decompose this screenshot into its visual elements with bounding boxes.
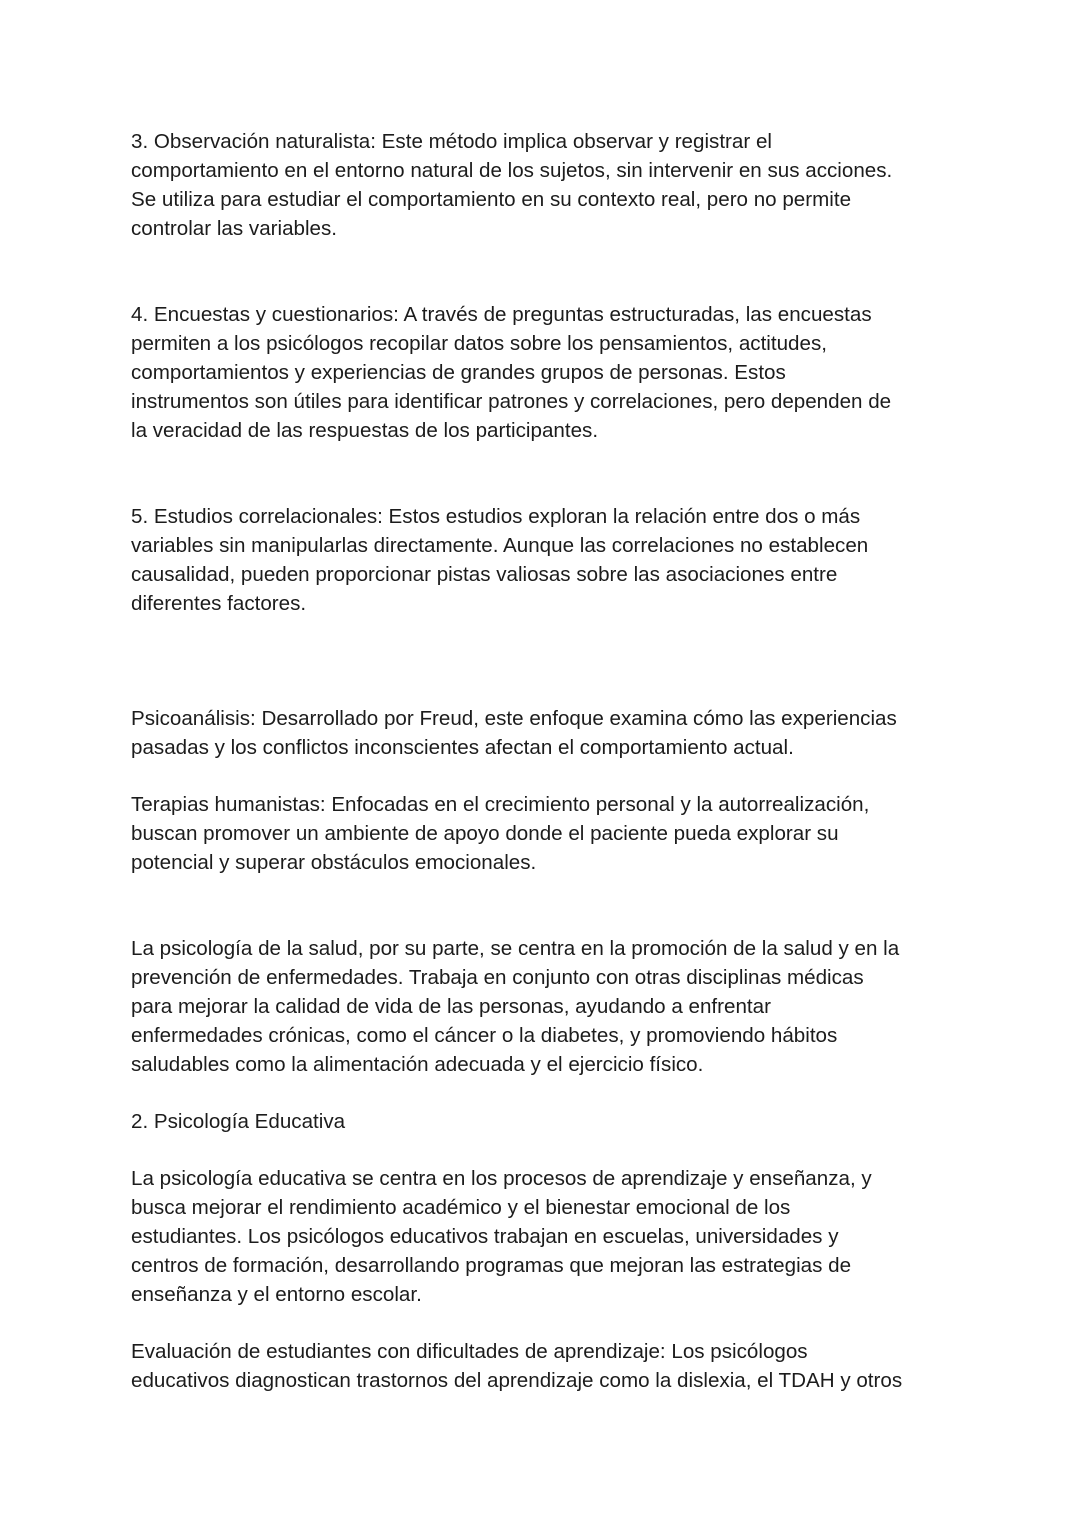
text-line: comportamientos y experiencias de grandes grupos de personas. Estos xyxy=(131,361,786,384)
text-line: causalidad, pueden proporcionar pistas valiosas sobre las asociaciones entre xyxy=(131,563,838,586)
text-line: para mejorar la calidad de vida de las personas, ayudando a enfrentar xyxy=(131,995,771,1018)
text-line: 5. Estudios correlacionales: Estos estudios exploran la relación entre dos o más xyxy=(131,505,861,528)
paragraph-encuestas-cuestionarios xyxy=(131,300,961,445)
text-line: estudiantes. Los psicólogos educativos trabajan en escuelas, universidades y xyxy=(131,1225,839,1248)
text-line: Evaluación de estudiantes con dificultades de aprendizaje: Los psicólogos xyxy=(131,1340,808,1363)
text-line: Se utiliza para estudiar el comportamiento en su contexto real, pero no permite xyxy=(131,188,852,211)
text-line: diferentes factores. xyxy=(131,592,307,615)
text-line: La psicología educativa se centra en los procesos de aprendizaje y enseñanza, y xyxy=(131,1167,872,1190)
text-line: la veracidad de las respuestas de los participantes. xyxy=(131,419,599,442)
text-line: variables sin manipularlas directamente. Aunque las correlaciones no establecen xyxy=(131,534,869,557)
paragraph-psicologia-educativa xyxy=(131,1164,961,1309)
text-line: comportamiento en el entorno natural de los sujetos, sin intervenir en sus acciones. xyxy=(131,159,893,182)
paragraph-psicoanalisis xyxy=(131,704,961,762)
text-line: 4. Encuestas y cuestionarios: A través de preguntas estructuradas, las encuestas xyxy=(131,303,872,326)
heading-text: 2. Psicología Educativa xyxy=(131,1110,346,1133)
text-line: enseñanza y el entorno escolar. xyxy=(131,1283,422,1306)
text-line: busca mejorar el rendimiento académico y el bienestar emocional de los xyxy=(131,1196,791,1219)
section-heading-psicologia-educativa xyxy=(131,1107,961,1136)
text-line: La psicología de la salud, por su parte, se centra en la promoción de la salud y en la xyxy=(131,937,900,960)
paragraph-evaluacion-estudiantes xyxy=(131,1337,961,1395)
paragraph-terapias-humanistas xyxy=(131,790,961,877)
text-line: pasadas y los conflictos inconscientes afectan el comportamiento actual. xyxy=(131,736,794,759)
text-line: potencial y superar obstáculos emocionales. xyxy=(131,851,537,874)
text-line: Terapias humanistas: Enfocadas en el crecimiento personal y la autorrealización, xyxy=(131,793,870,816)
text-line: centros de formación, desarrollando programas que mejoran las estrategias de xyxy=(131,1254,852,1277)
text-line: Psicoanálisis: Desarrollado por Freud, este enfoque examina cómo las experiencias xyxy=(131,707,897,730)
text-line: enfermedades crónicas, como el cáncer o la diabetes, y promoviendo hábitos xyxy=(131,1024,838,1047)
text-line: controlar las variables. xyxy=(131,217,338,240)
text-line: educativos diagnostican trastornos del aprendizaje como la dislexia, el TDAH y otros xyxy=(131,1369,903,1392)
document-page xyxy=(131,127,961,1395)
text-line: buscan promover un ambiente de apoyo donde el paciente pueda explorar su xyxy=(131,822,839,845)
paragraph-estudios-correlacionales xyxy=(131,502,961,618)
text-line: 3. Observación naturalista: Este método implica observar y registrar el xyxy=(131,130,772,153)
paragraph-psicologia-salud xyxy=(131,934,961,1079)
text-line: saludables como la alimentación adecuada y el ejercicio físico. xyxy=(131,1053,704,1076)
text-line: instrumentos son útiles para identificar patrones y correlaciones, pero dependen de xyxy=(131,390,892,413)
text-line: permiten a los psicólogos recopilar datos sobre los pensamientos, actitudes, xyxy=(131,332,827,355)
text-line: prevención de enfermedades. Trabaja en conjunto con otras disciplinas médicas xyxy=(131,966,864,989)
paragraph-observacion-naturalista xyxy=(131,127,961,243)
